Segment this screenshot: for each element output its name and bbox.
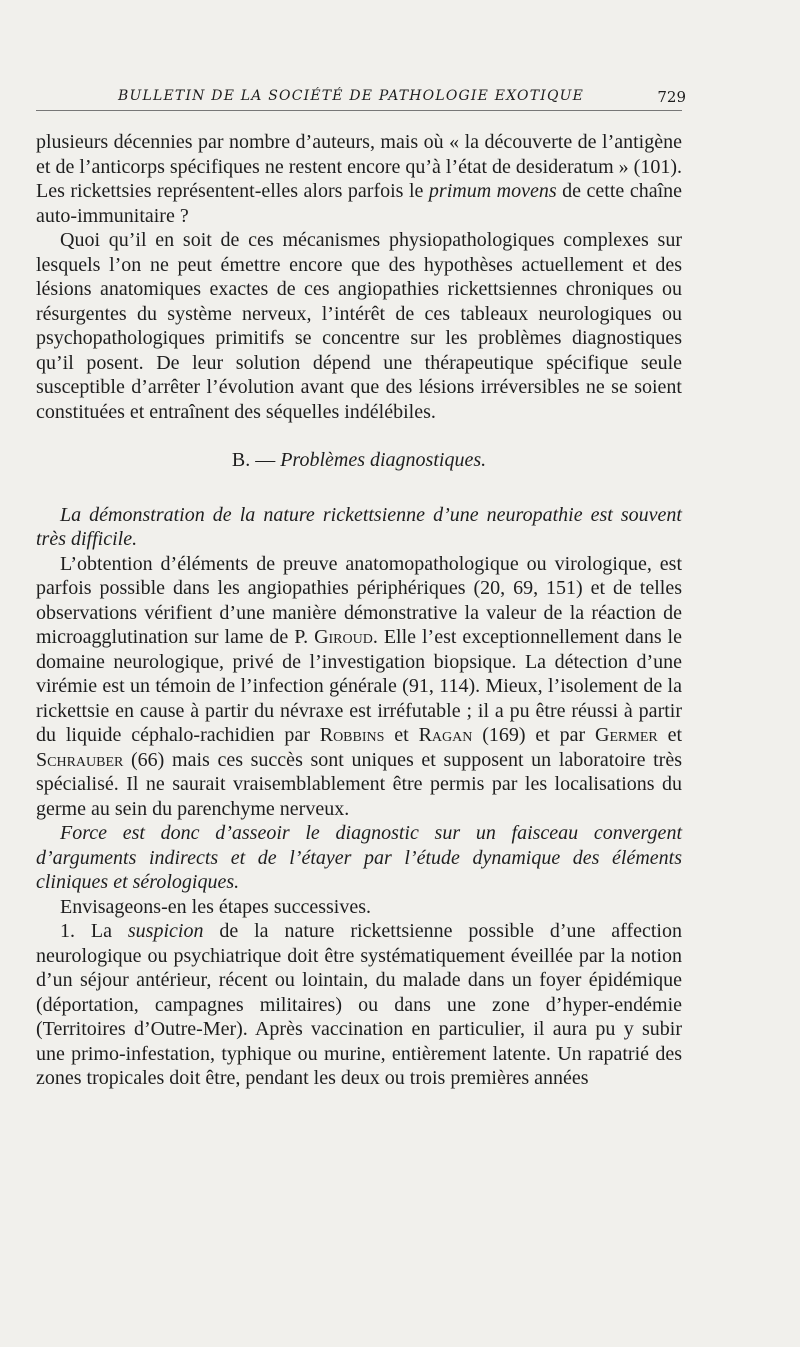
p1-text-c: de cette chaîne auto-immunitaire ? <box>36 180 683 227</box>
p4-text-d: (169) et par <box>472 724 596 746</box>
author-germer: Germer <box>595 724 658 746</box>
paragraph-2: Quoi qu’il en soit de ces mécanismes physiopathologiques complexes sur lesquels l’on ne peut émettre encore que des hypothèses actuellement et des lésions anatomiques exactes de ces angiopathies rickettsiennes chroniques ou résurgentes du système nerveux, l’intérêt de ces tableaux neurologiques ou psychopathologiques primitifs se concentre sur les problèmes diagnostiques qu’il posent. De leur solution dépend une thérapeutique spécifique seule susceptible d’arrêter l’évolution avant que des lésions irréversibles ne se soient constituées et entraînent des séquelles indélébiles. <box>36 229 682 423</box>
body-text <box>36 130 682 1091</box>
p4-text-a: L’obtention d’éléments de preuve anatomopathologique ou virologique, est parfois possible dans les angiopathies périphériques (20, 69, 151) et de telles observations vérifient d’une manière démonstrative la valeur de la réaction de microagglutination sur lame de P. <box>36 552 682 648</box>
p4-text-b: . Elle l’est exceptionnellement dans le domaine neurologique, privé de l’investigation biopsique. La détection d’une virémie est un témoin de l’infection générale (91, 114). Mieux, l’isolement de la rickettsie en cause à partir du névraxe est irréfutable ; il a pu être réussi à partir du liquide céphalo-rachidien par <box>36 626 682 746</box>
paragraph-6: Envisageons-en les étapes successives. <box>60 895 372 918</box>
paragraph-1 <box>36 130 682 228</box>
author-robbins: Robbins <box>319 724 385 746</box>
p7-suspicion: suspicion <box>127 920 204 942</box>
author-giroud: Giroud <box>314 626 373 648</box>
p7-text-a: 1. La <box>60 920 128 942</box>
p4-text-c: et <box>384 724 419 746</box>
author-schrauber: Schrauber <box>36 748 124 771</box>
page-number: 729 <box>657 88 686 106</box>
p1-text-a: plusieurs décennies par nombre d’auteurs, mais où « la découverte de l’antigène et de l’anticorps spécifiques ne restent encore qu’à l’état de desideratum » (101). Les rickettsies représentent-elles alors parfois le <box>36 131 682 202</box>
paragraph-7 <box>36 919 682 1091</box>
author-ragan: Ragan <box>418 724 473 746</box>
running-title: BULLETIN DE LA SOCIÉTÉ DE PATHOLOGIE EXOTIQUE <box>118 88 585 104</box>
paragraph-5: Force est donc d’asseoir le diagnostic sur un faisceau convergent d’arguments indirects et de l’étayer par l’étude dynamique des éléments cliniques et sérologiques. <box>36 822 682 893</box>
p4-text-f: (66) mais ces succès sont uniques et supposent un laboratoire très spécialisé. Il ne saurait vraisemblablement être permis par les localisations du germe au sein du parenchyme nerveux. <box>36 748 682 820</box>
p4-text-e: et <box>657 724 683 746</box>
paragraph-3: La démonstration de la nature rickettsienne d’une neuropathie est souvent très difficile. <box>36 503 682 550</box>
section-heading <box>36 448 682 473</box>
p7-text-c: de la nature rickettsienne possible d’une affection neurologique ou psychiatrique doit être systématiquement éveillée par la notion d’un séjour antérieur, récent ou lointain, du malade dans un foyer épidémique (déportation, campagnes militaires) ou dans une zone d’hyper-endémie (Territoires d’Outre-Mer). Après vaccination en particulier, il aura pu y subir une primo-infestation, typhique ou murine, entièrement latente. Un rapatrié des zones tropicales doit être, pendant les deux ou trois premières années <box>36 920 682 1089</box>
paragraph-4 <box>36 552 682 822</box>
section-label: B. — <box>231 449 281 471</box>
p1-primum-movens: primum movens <box>428 180 557 202</box>
page-header <box>36 88 686 111</box>
section-title: Problèmes diagnostiques. <box>280 449 487 471</box>
